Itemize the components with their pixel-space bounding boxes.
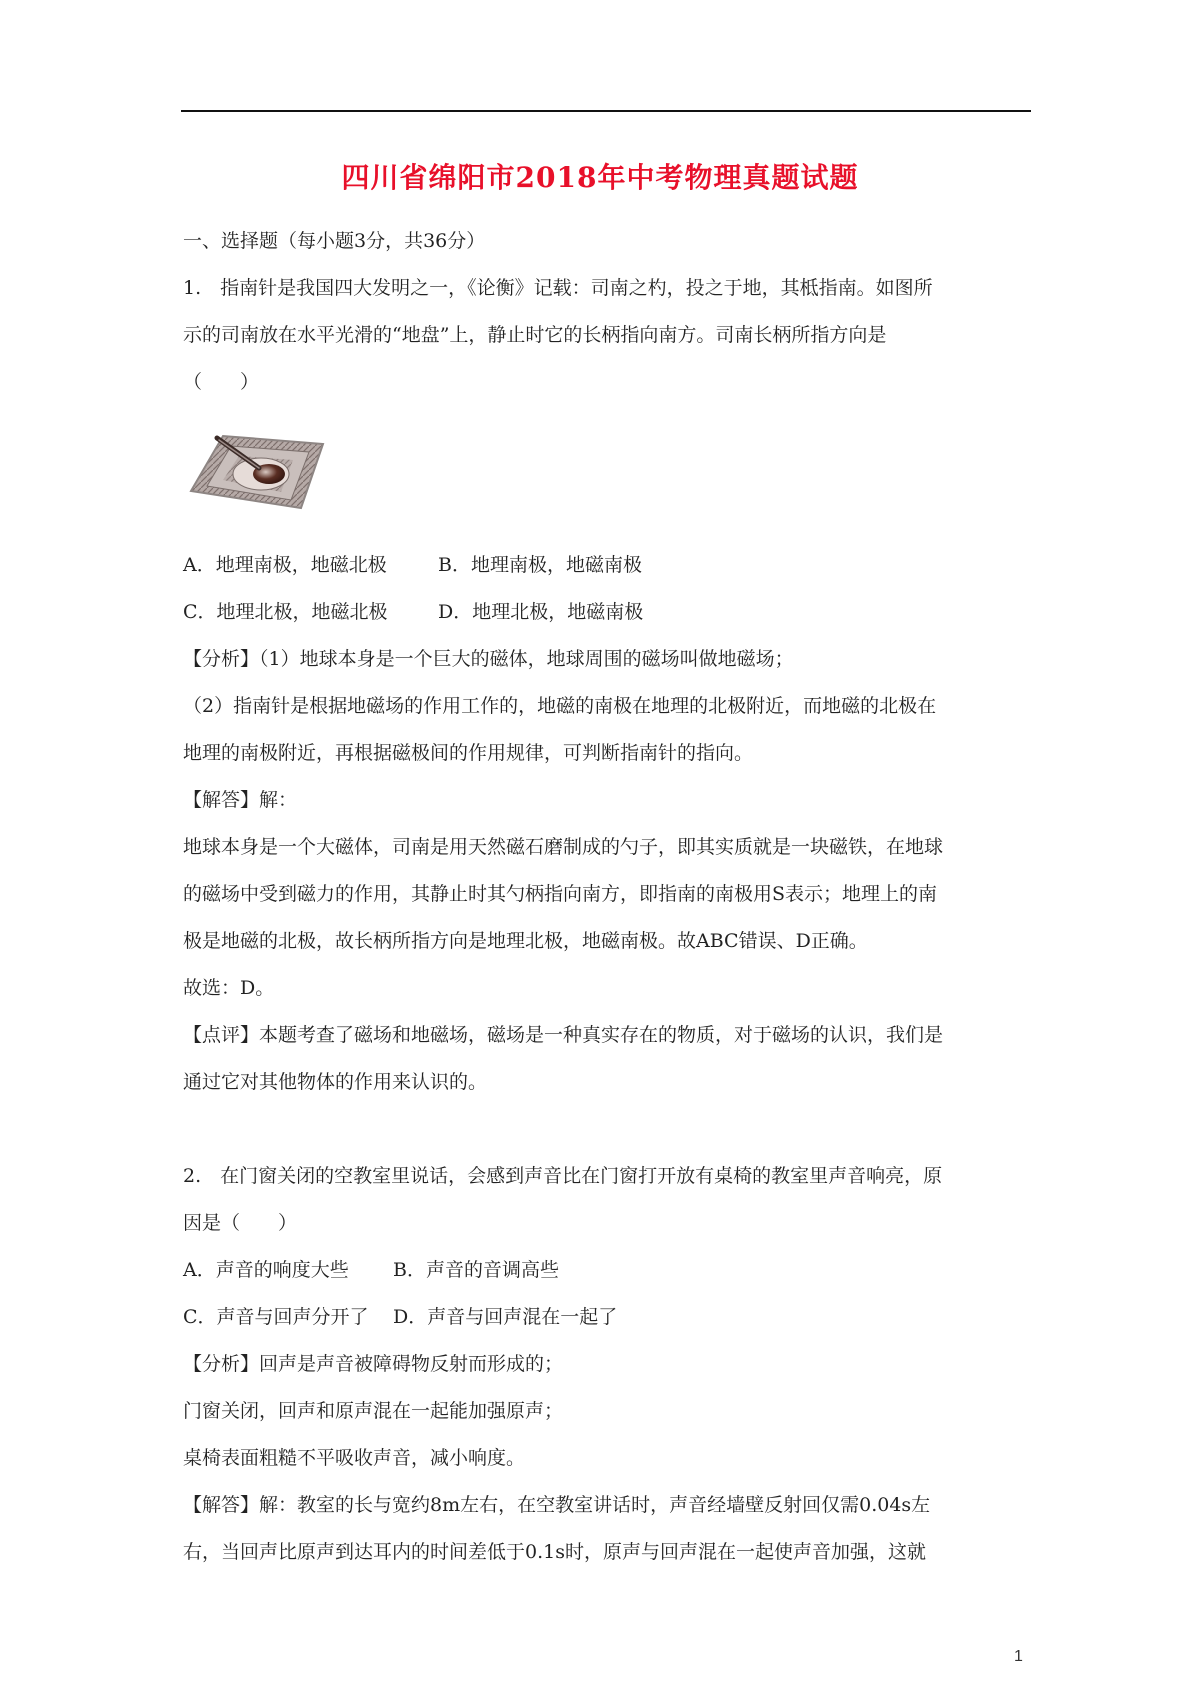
q1-answer-line1: 地球本身是一个大磁体，司南是用天然磁石磨制成的勺子，即其实质就是一块磁铁，在地球 — [183, 836, 944, 858]
q1-answer-heading: 【解答】解： — [183, 789, 298, 811]
q2-option-c: C．声音与回声分开了 — [183, 1306, 369, 1328]
page-title: 四川省绵阳市2018年中考物理真题试题 — [341, 161, 859, 194]
q2-options-row2 — [183, 1294, 1029, 1341]
q1-option-d: D．地理北极，地磁南极 — [438, 601, 644, 623]
q1-comment-line1: 【点评】本题考查了磁场和地磁场，磁场是一种真实存在的物质，对于磁场的认识，我们是 — [183, 1024, 944, 1046]
q2-options-row1 — [183, 1247, 1029, 1294]
q1-answer-line3: 极是地磁的北极，故长柄所指方向是地理北极，地磁南极。故ABC错误、D正确。 — [183, 930, 868, 952]
q1-stem-line2: 示的司南放在水平光滑的“地盘”上，静止时它的长柄指向南方。司南长柄所指方向是 — [183, 324, 887, 346]
q1-options-row2 — [183, 589, 1029, 636]
q2-analysis-line2: 门窗关闭，回声和原声混在一起能加强原声； — [183, 1400, 564, 1422]
q2-option-d: D．声音与回声混在一起了 — [393, 1306, 618, 1328]
q1-analysis-line3: 地理的南极附近，再根据磁极间的作用规律，可判断指南针的指向。 — [183, 742, 754, 764]
q1-option-b: B．地理南极，地磁南极 — [438, 554, 642, 576]
page-number: 1 — [1014, 1648, 1023, 1665]
section-heading: 一、选择题（每小题3分，共36分） — [183, 230, 486, 252]
q1-stem-line1: 1. 指南针是我国四大发明之一，《论衡》记载：司南之杓，投之于地，其柢指南。如图所 — [183, 277, 933, 299]
spacer — [183, 1106, 1029, 1153]
q1-comment-line2: 通过它对其他物体的作用来认识的。 — [183, 1071, 488, 1093]
q2-answer-line2: 右，当回声比原声到达耳内的时间差低于0.1s时，原声与回声混在一起使声音加强，这就 — [183, 1541, 926, 1563]
q2-option-b: B．声音的音调高些 — [393, 1259, 559, 1281]
q1-stem-line3: （ ） — [183, 371, 260, 393]
q2-stem-line1: 2. 在门窗关闭的空教室里说话，会感到声音比在门窗打开放有桌椅的教室里声音响亮，原 — [183, 1165, 943, 1187]
q2-stem-line2: 因是（ ） — [183, 1212, 298, 1234]
document-body — [183, 218, 1029, 1576]
q2-option-a: A．声音的响度大些 — [183, 1259, 349, 1281]
q1-answer-line2: 的磁场中受到磁力的作用，其静止时其勺柄指向南方，即指南的南极用S表示；地理上的南 — [183, 883, 938, 905]
sinan-compass-image — [183, 406, 1029, 542]
q1-analysis-line1: 【分析】（1）地球本身是一个巨大的磁体，地球周围的磁场叫做地磁场； — [183, 648, 794, 670]
q2-answer-line1: 【解答】解：教室的长与宽约8m左右，在空教室讲话时，声音经墙壁反射回仅需0.04s左 — [183, 1494, 931, 1516]
q2-analysis-line1: 【分析】回声是声音被障碍物反射而形成的； — [183, 1353, 564, 1375]
q1-option-a: A．地理南极，地磁北极 — [183, 554, 387, 576]
q2-analysis-line3: 桌椅表面粗糙不平吸收声音，减小响度。 — [183, 1447, 526, 1469]
header-rule — [181, 110, 1031, 112]
q1-options-row1 — [183, 542, 1029, 589]
q1-choice: 故选：D。 — [183, 977, 275, 999]
q1-analysis-line2: （2）指南针是根据地磁场的作用工作的，地磁的南极在地理的北极附近，而地磁的北极在 — [183, 695, 937, 717]
q1-option-c: C．地理北极，地磁北极 — [183, 601, 388, 623]
